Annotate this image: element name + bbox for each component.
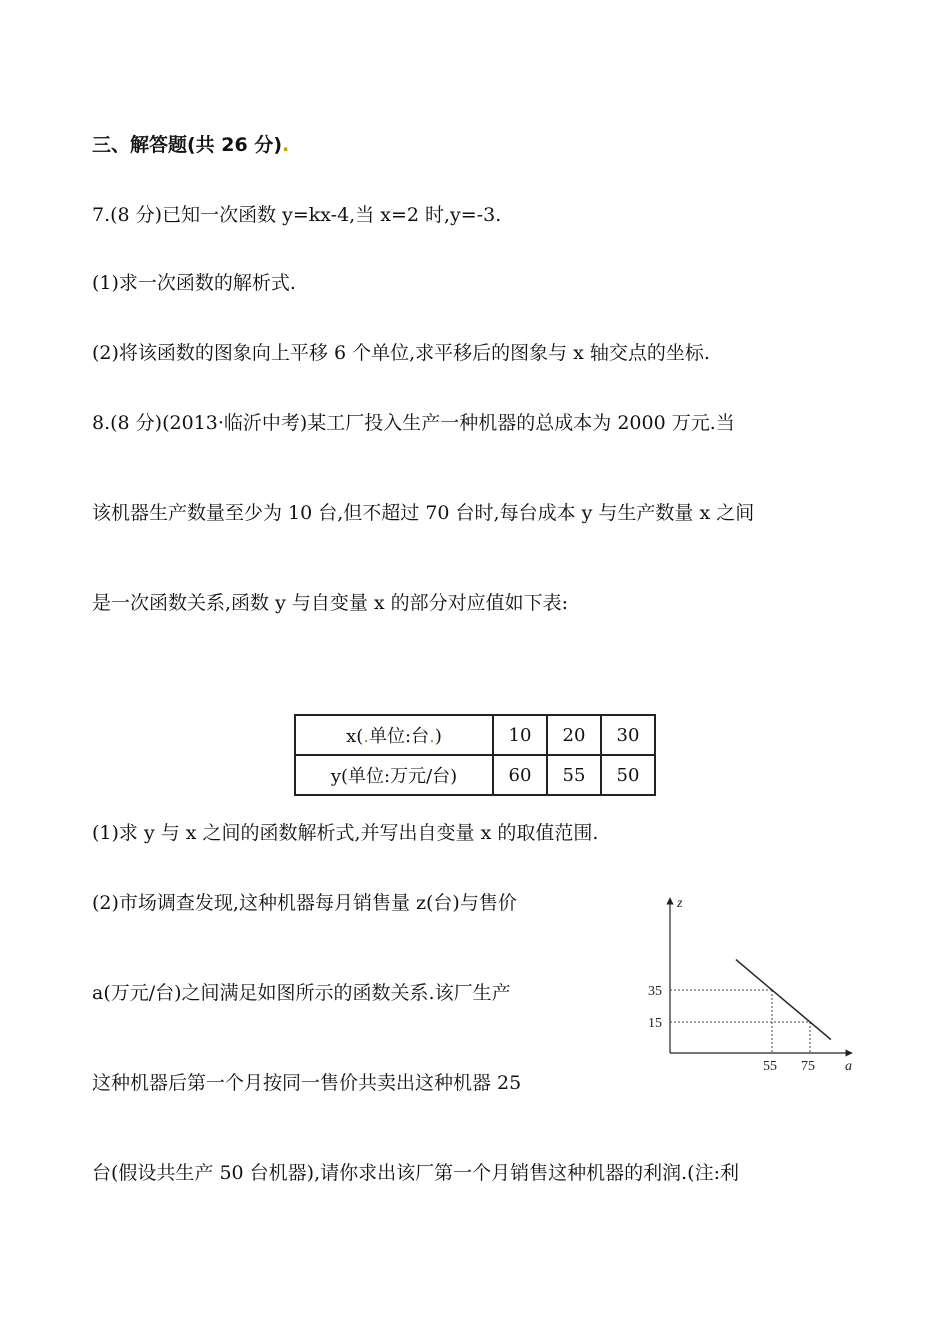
x-tick-label: 55 (763, 1059, 777, 1074)
table-cell: 10 (493, 715, 547, 755)
table-header-x-mark: . (429, 726, 435, 747)
table-header-x: x(.单位:台.) (295, 715, 493, 755)
table-cell: 50 (601, 755, 655, 795)
q8-line2: 该机器生产数量至少为 10 台,但不超过 70 台时,每台成本 y 与生产数量 x 之间 (92, 502, 755, 524)
table-cell: 60 (493, 755, 547, 795)
section-title: 三、解答题(共 26 分). (92, 134, 290, 156)
q8-line3: 是一次函数关系,函数 y 与自变量 x 的部分对应值如下表: (92, 592, 569, 614)
section-mark: . (282, 134, 290, 156)
table-header-x-mark: . (363, 726, 370, 747)
table-cell: 55 (547, 755, 601, 795)
table-cell: 30 (601, 715, 655, 755)
x-axis-label: a (845, 1059, 852, 1074)
table-cell: 20 (547, 715, 601, 755)
q8-part2-line1: (2)市场调查发现,这种机器每月销售量 z(台)与售价 (92, 892, 517, 914)
q7-stem: 7.(8 分)已知一次函数 y=kx-4,当 x=2 时,y=-3. (92, 204, 502, 226)
y-axis-label: z (677, 896, 683, 911)
z-a-graph (640, 890, 870, 1080)
y-tick-label: 35 (648, 984, 662, 999)
series-line (736, 960, 831, 1040)
q7-part1: (1)求一次函数的解析式. (92, 272, 296, 294)
q8-part1: (1)求 y 与 x 之间的函数解析式,并写出自变量 x 的取值范围. (92, 822, 599, 844)
q7-part2: (2)将该函数的图象向上平移 6 个单位,求平移后的图象与 x 轴交点的坐标. (92, 342, 710, 364)
table-row-y (295, 755, 655, 795)
table-row-x (295, 715, 655, 755)
q8-part2-line2: a(万元/台)之间满足如图所示的函数关系.该厂生产 (92, 982, 511, 1004)
x-tick-label: 75 (801, 1059, 815, 1074)
q8-part2-line3: 这种机器后第一个月按同一售价共卖出这种机器 25 (92, 1072, 522, 1094)
value-table (294, 714, 656, 796)
q8-line1: 8.(8 分)(2013·临沂中考)某工厂投入生产一种机器的总成本为 2000 万元.当 (92, 412, 735, 434)
table-header-y: y(单位:万元/台) (295, 755, 493, 795)
q8-part2-line4: 台(假设共生产 50 台机器),请你求出该厂第一个月销售这种机器的利润.(注:利 (92, 1162, 739, 1184)
y-tick-label: 15 (648, 1016, 662, 1031)
